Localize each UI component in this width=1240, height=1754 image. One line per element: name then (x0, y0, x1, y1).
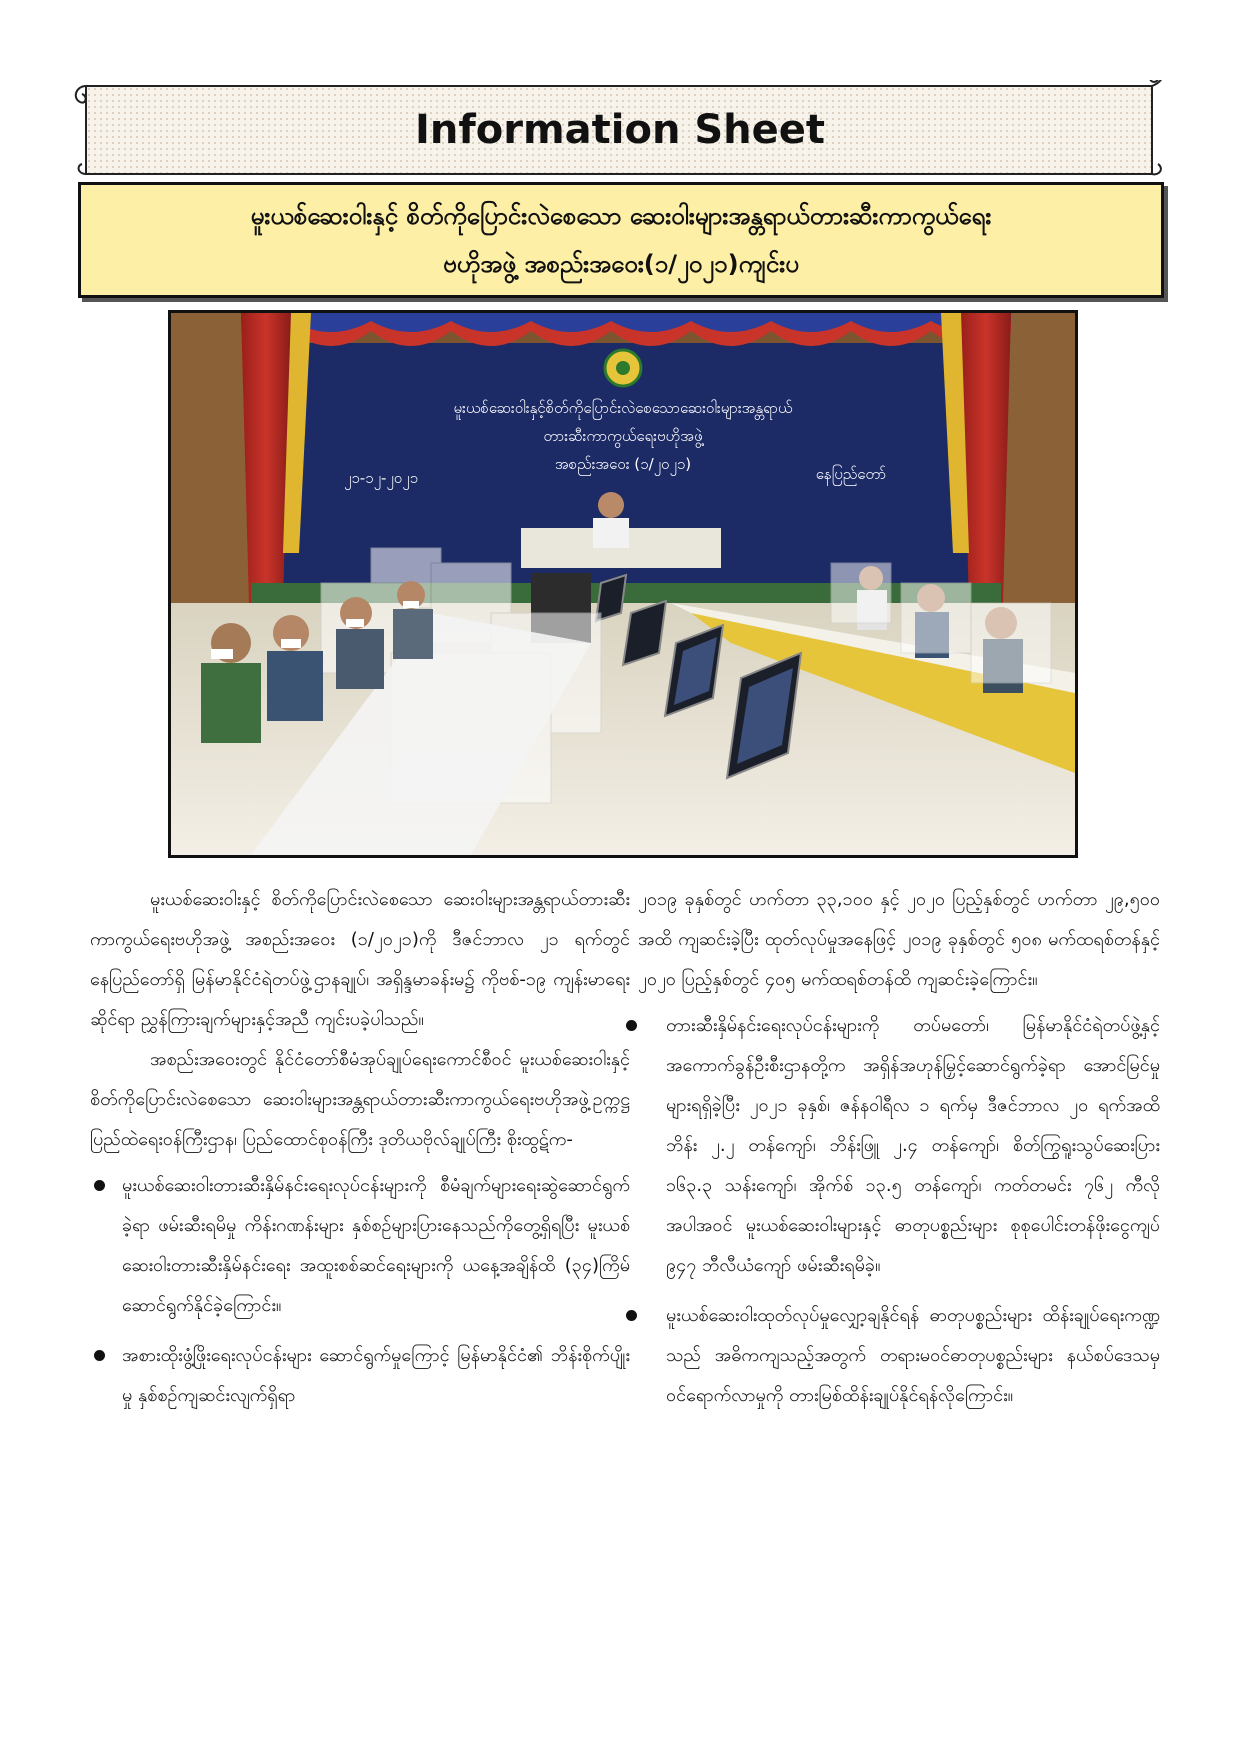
backdrop-text-2: တားဆီးကာကွယ်ရေးဗဟိုအဖွဲ့ (543, 427, 703, 445)
title-banner (74, 80, 1166, 180)
paragraph-intro: မူးယစ်ဆေးဝါးနှင့် စိတ်ကိုပြောင်းလဲစေသော ဆေးဝါးများအန္တရာယ်တားဆီးကာကွယ်ရေးဗဟိုအဖွဲ့ အစည်းအဝေး (၁/၂၀၂၁)ကို ဒီဇင်ဘာလ ၂၁ ရက်တွင် နေပြည်တော်ရှိ မြန်မာနိုင်ငံရဲတပ်ဖွဲ့ဌာနချုပ်၊ အရှိန္ဒမာခန်းမ၌ ကိုဗစ်-၁၉ ကျန်းမာရေးဆိုင်ရာ ညွှန်ကြားချက်များနှင့်အညီ ကျင်းပခဲ့ပါသည်။ (90, 889, 630, 1030)
paragraph-chair: အစည်းအဝေးတွင် နိုင်ငံတော်စီမံအုပ်ချုပ်ရေးကောင်စီဝင် မူးယစ်ဆေးဝါးနှင့် စိတ်ကိုပြောင်းလဲစေသော ဆေးဝါးများအန္တရာယ်တားဆီးကာကွယ်ရေးဗဟိုအဖွဲ့ဥက္ကဋ္ဌ ပြည်ထဲရေးဝန်ကြီးဌာန၊ ပြည်ထောင်စုဝန်ကြီး ဒုတိယဗိုလ်ချုပ်ကြီး စိုးထွဋ်က- (90, 1049, 630, 1150)
heading-line-1: မူးယစ်ဆေးဝါးနှင့် စိတ်ကိုပြောင်းလဲစေသော ဆေးဝါးများအန္တရာယ်တားဆီးကာကွယ်ရေး (250, 202, 992, 230)
bullet-text: တားဆီးနှိမ်နင်းရေးလုပ်ငန်းများကို တပ်မတော်၊ မြန်မာနိုင်ငံရဲတပ်ဖွဲ့နှင့် အကောက်ခွန်ဦးစီးဌာနတို့က အရှိန်အဟုန်မြှင့်ဆောင်ရွက်ခဲ့ရာ အောင်မြင်မှုများရရှိခဲ့ပြီး ၂၀၂၁ ခုနှစ်၊ ဇန်နဝါရီလ ၁ ရက်မှ ဒီဇင်ဘာလ ၂၀ ရက်အထိ ဘိန်း ၂.၂ တန်ကျော်၊ ဘိန်းဖြူ ၂.၄ တန်ကျော်၊ စိတ်ကြွရူးသွပ်ဆေးပြား ၁၆၃.၃ သန်းကျော်၊ အိုက်စ် ၁၃.၅ တန်ကျော်၊ ကတ်တမင်း ၇၆၂ ကီလိုအပါအဝင် မူးယစ်ဆေးဝါးများနှင့် ဓာတုပစ္စည်းများ စုစုပေါင်းတန်ဖိုးငွေကျပ် ၉၄၇ ဘီလီယံကျော် ဖမ်းဆီးရမိခဲ့။ (666, 1015, 1160, 1276)
backdrop-place: နေပြည်တော် (815, 465, 887, 483)
document-heading (78, 182, 1164, 298)
bullet-icon (94, 1180, 105, 1191)
banner-title: Information Sheet (414, 107, 826, 153)
meeting-photo (168, 310, 1078, 858)
backdrop-date: ၂၁-၁၂-၂၀၂၁ (343, 469, 419, 487)
right-column (638, 880, 1160, 1426)
bullet-list-left (90, 1166, 630, 1416)
list-item (638, 1296, 1160, 1416)
left-column (90, 880, 630, 1426)
list-item (90, 1336, 630, 1416)
bullet-list-right (638, 1006, 1160, 1416)
bullet-icon (94, 1350, 105, 1361)
backdrop-text-1: မူးယစ်ဆေးဝါးနှင့်စိတ်ကိုပြောင်းလဲစေသောဆေးဝါးများအန္တရာယ် (453, 399, 793, 417)
bullet-text: အစားထိုးဖွံ့ဖြိုးရေးလုပ်ငန်းများ ဆောင်ရွက်မှုကြောင့် မြန်မာနိုင်ငံ၏ ဘိန်းစိုက်ပျိုးမှု နှစ်စဉ်ကျဆင်းလျက်ရှိရာ (122, 1345, 630, 1406)
bullet-text: မူးယစ်ဆေးဝါးထုတ်လုပ်မှုလျှော့ချနိုင်ရန် ဓာတုပစ္စည်းများ ထိန်းချုပ်ရေးကဏ္ဍသည် အဓိကကျသည့်အတွက် တရားမဝင်ဓာတုပစ္စည်းများ နယ်စပ်ဒေသမှ ဝင်ရောက်လာမှုကို တားမြစ်ထိန်းချုပ်နိုင်ရန်လိုကြောင်း။ (666, 1305, 1160, 1406)
bullet-icon (626, 1020, 637, 1031)
list-item (638, 1006, 1160, 1286)
heading-line-2: ဗဟိုအဖွဲ့ အစည်းအဝေး(၁/၂၀၂၁)ကျင်းပ (443, 250, 799, 278)
bullet-icon (626, 1310, 637, 1321)
list-item (90, 1166, 630, 1326)
paragraph-continued: ၂၀၁၉ ခုနှစ်တွင် ဟက်တာ ၃၃,၁၀၀ နှင့် ၂၀၂၀ ပြည့်နှစ်တွင် ဟက်တာ ၂၉,၅၀၀ အထိ ကျဆင်းခဲ့ပြီး ထုတ်လုပ်မှုအနေဖြင့် ၂၀၁၉ ခုနှစ်တွင် ၅၀၈ မက်ထရစ်တန်နှင့် ၂၀၂၀ ပြည့်နှစ်တွင် ၄၀၅ မက်ထရစ်တန်ထိ ကျဆင်းခဲ့ကြောင်း။ (638, 889, 1160, 990)
bullet-text: မူးယစ်ဆေးဝါးတားဆီးနှိမ်နင်းရေးလုပ်ငန်းများကို စီမံချက်များရေးဆွဲဆောင်ရွက်ခဲ့ရာ ဖမ်းဆီးရမိမှု ကိန်းဂဏန်းများ နှစ်စဉ်များပြားနေသည်ကိုတွေ့ရှိရပြီး မူးယစ်ဆေးဝါးတားဆီးနှိမ်နင်းရေး အထူးစစ်ဆင်ရေးများကို ယနေ့အချိန်ထိ (၃၄)ကြိမ် ဆောင်ရွက်နိုင်ခဲ့ကြောင်း။ (122, 1175, 630, 1316)
backdrop-text-3: အစည်းအဝေး (၁/၂၀၂၁) (554, 455, 692, 473)
